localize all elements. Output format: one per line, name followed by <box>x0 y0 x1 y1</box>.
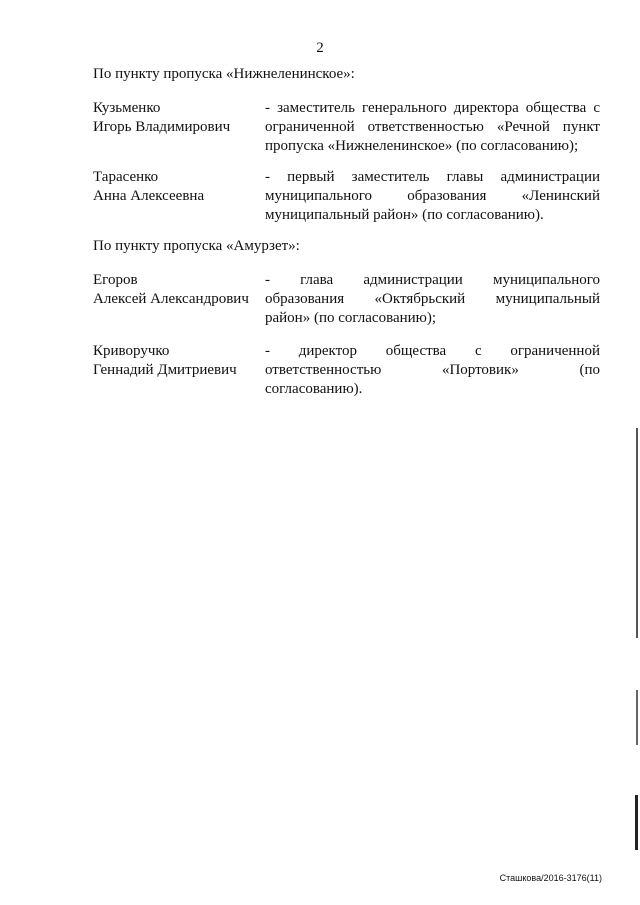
position-line: район» (по согласованию); <box>265 310 437 326</box>
member-surname: Егоров <box>93 272 138 288</box>
member-given-names: Алексей Александрович <box>93 291 249 307</box>
scan-edge-mark <box>636 690 638 745</box>
member-position <box>265 168 600 225</box>
position-line: ограниченной ответственностью «Речной пункт <box>265 119 600 135</box>
member-given-names: Анна Алексеевна <box>93 188 205 204</box>
member-name <box>93 271 249 309</box>
document-reference: Сташкова/2016-3176(11) <box>499 873 602 883</box>
position-line: согласованию). <box>265 381 363 397</box>
member-position <box>265 99 600 156</box>
position-line: образования «Октябрьский муниципальный <box>265 291 600 307</box>
member-position <box>265 342 600 399</box>
member-surname: Кузьменко <box>93 100 161 116</box>
member-name <box>93 99 230 137</box>
member-surname: Криворучко <box>93 343 170 359</box>
member-given-names: Игорь Владимирович <box>93 119 231 135</box>
position-line: - заместитель генерального директора общества с <box>265 100 600 116</box>
position-line: - первый заместитель главы администрации <box>265 169 600 185</box>
position-line: - директор общества с ограниченной <box>265 343 600 359</box>
member-name <box>93 342 237 380</box>
member-position <box>265 271 600 328</box>
position-line: муниципальный район» (по согласованию). <box>265 207 544 223</box>
position-line: пропуска «Нижнеленинское» (по согласованию); <box>265 138 579 154</box>
position-line: - глава администрации муниципального <box>265 272 600 288</box>
section-heading-nizhneleninskoe: По пункту пропуска «Нижнеленинское»: <box>93 66 355 82</box>
member-given-names: Геннадий Дмитриевич <box>93 362 237 378</box>
section-heading-amurzet: По пункту пропуска «Амурзет»: <box>93 238 300 254</box>
position-line: муниципального образования «Ленинский <box>265 188 600 204</box>
scan-edge-mark <box>635 795 638 850</box>
scan-edge-mark <box>636 428 638 638</box>
position-line: ответственностью «Портовик» (по <box>265 362 600 378</box>
member-name <box>93 168 204 206</box>
member-surname: Тарасенко <box>93 169 159 185</box>
page-number: 2 <box>316 40 324 56</box>
